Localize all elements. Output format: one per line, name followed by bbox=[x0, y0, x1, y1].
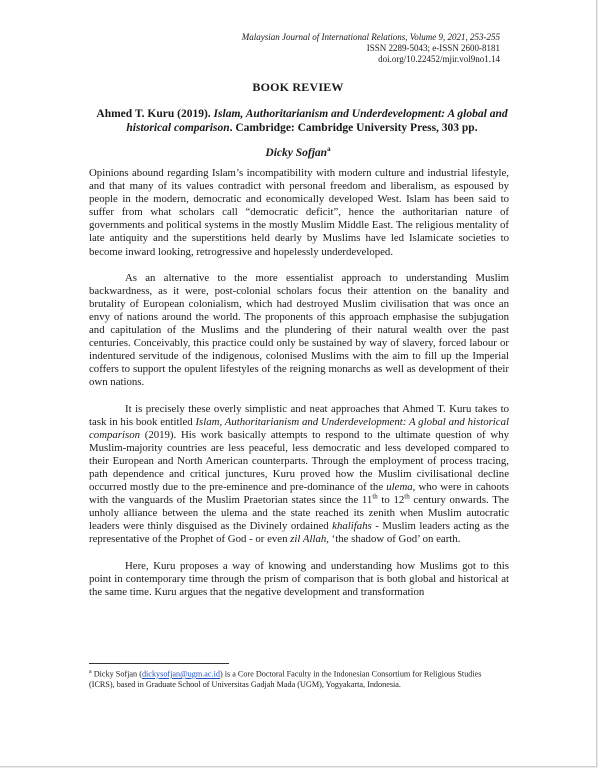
p3-zil-allah: zil Allah bbox=[290, 533, 327, 546]
reviewer-name bbox=[0, 145, 596, 159]
journal-header bbox=[242, 32, 500, 65]
issn-line: ISSN 2289-5043; e-ISSN 2600-8181 bbox=[366, 43, 500, 53]
footnote-mark: a bbox=[89, 669, 92, 675]
citation-book-title: Islam, Authoritarianism and Underdevelopment: A global and historical comparison bbox=[126, 108, 508, 134]
review-body bbox=[89, 167, 509, 612]
book-citation bbox=[92, 107, 512, 135]
p3-text-k: , ‘the shadow of God’ on earth. bbox=[326, 533, 461, 546]
footnote-email-link[interactable]: dickysofjan@ugm.ac.id bbox=[141, 669, 220, 679]
p3-ulema: ulema bbox=[386, 481, 413, 494]
reviewer-name-text: Dicky Sofjan bbox=[265, 146, 328, 159]
p3-text-g: century onwards. The unholy alliance between the ulema and the state reached its zenith when Muslim autocratic leaders were thinly disguised as the Divinely ordained bbox=[89, 494, 509, 533]
p3-khalifahs: khalifahs bbox=[332, 520, 372, 533]
p3-text-e: , who were in cahoots with the vanguards of the Muslim Praetorian states since the 11 bbox=[89, 481, 509, 507]
p3-text-a: It is precisely these overly simplistic and neat approaches that Ahmed T. Kuru takes to task in his book entitled bbox=[89, 402, 509, 428]
p3-book-title: Islam, Authoritarianism and Underdevelopment: A global and historical comparison bbox=[89, 415, 509, 441]
paragraph-2: As an alternative to the more essentialist approach to understanding Muslim backwardness, as it were, post-colonial scholars focus their attention on the banality and brutality of European colonialism, which had destroyed Muslim civilisation that was once an envy of nations around the world. The proponents of this approach emphasise the subjugation and capitulation of the Muslims and the plundering of their natural wealth over the past centuries. Conceivably, this practice could only be sustained by way of slavery, forced labour or indentured servitude of the indigenous, colonised Muslims with the aim to fill up the Imperial coffers to support the opulent lifestyles of the reigning monarchs as well as development of their own nations. bbox=[89, 271, 509, 389]
p3-sup-2: th bbox=[404, 492, 410, 501]
footnote-rest: ) is a Core Doctoral Faculty in the Indonesian Consortium for Religious Studies (ICRS), based in Graduate School of Universitas Gadjah Mada (UGM), Yogyakarta, Indonesia. bbox=[89, 669, 482, 689]
p3-text-f: to 12 bbox=[377, 494, 405, 507]
footnote-rule bbox=[89, 663, 229, 664]
footnote bbox=[89, 667, 509, 690]
section-title: BOOK REVIEW bbox=[252, 80, 344, 94]
paragraph-4: Here, Kuru proposes a way of knowing and understanding how Muslims got to this point in contemporary time through the prism of comparison that is both global and historical at the same time. Kuru argues that the negative development and transformation bbox=[89, 559, 509, 598]
citation-publisher: . Cambridge: Cambridge University Press, 303 pp. bbox=[229, 122, 478, 134]
doi-line: doi.org/10.22452/mjir.vol9no1.14 bbox=[378, 54, 500, 64]
journal-line: Malaysian Journal of International Relations, Volume 9, 2021, 253-255 bbox=[241, 32, 500, 42]
p3-text-c: (2019). His work basically attempts to respond to the ultimate question of why Muslim-majority countries are less peaceful, less democratic and less developed compared to their European and North American counterparts. Through the employment of process tracing, path dependence and critical junctures, Kuru proved how the Muslim civilisational decline occurred mostly due to the pre-eminence and pre-dominance of the bbox=[89, 428, 509, 494]
paragraph-3 bbox=[89, 403, 509, 547]
citation-author-year: Ahmed T. Kuru (2019). bbox=[96, 108, 214, 120]
paragraph-1: Opinions abound regarding Islam’s incompatibility with modern culture and industrial lifestyle, and that many of its values contradict with personal freedom and liberalism, as espoused by people in the modern, democratic and economically developed West. Islam has been said to suffer from what scholars call “democratic deficit”, hence the authoritarian nature of governments and political systems in the mostly Muslim Middle East. The religious mentality of late antiquity and the superstitions held dearly by Muslims have led Islamicate societies to become inward looking, retrogressive and hopelessly underdeveloped. bbox=[89, 167, 509, 258]
p3-sup-1: th bbox=[372, 492, 378, 501]
p3-text-i: - Muslim leaders acting as the representative of the Prophet of God - or even bbox=[89, 520, 509, 546]
reviewer-footnote-mark: a bbox=[327, 145, 331, 153]
footnote-name: Dicky Sofjan ( bbox=[91, 669, 142, 679]
